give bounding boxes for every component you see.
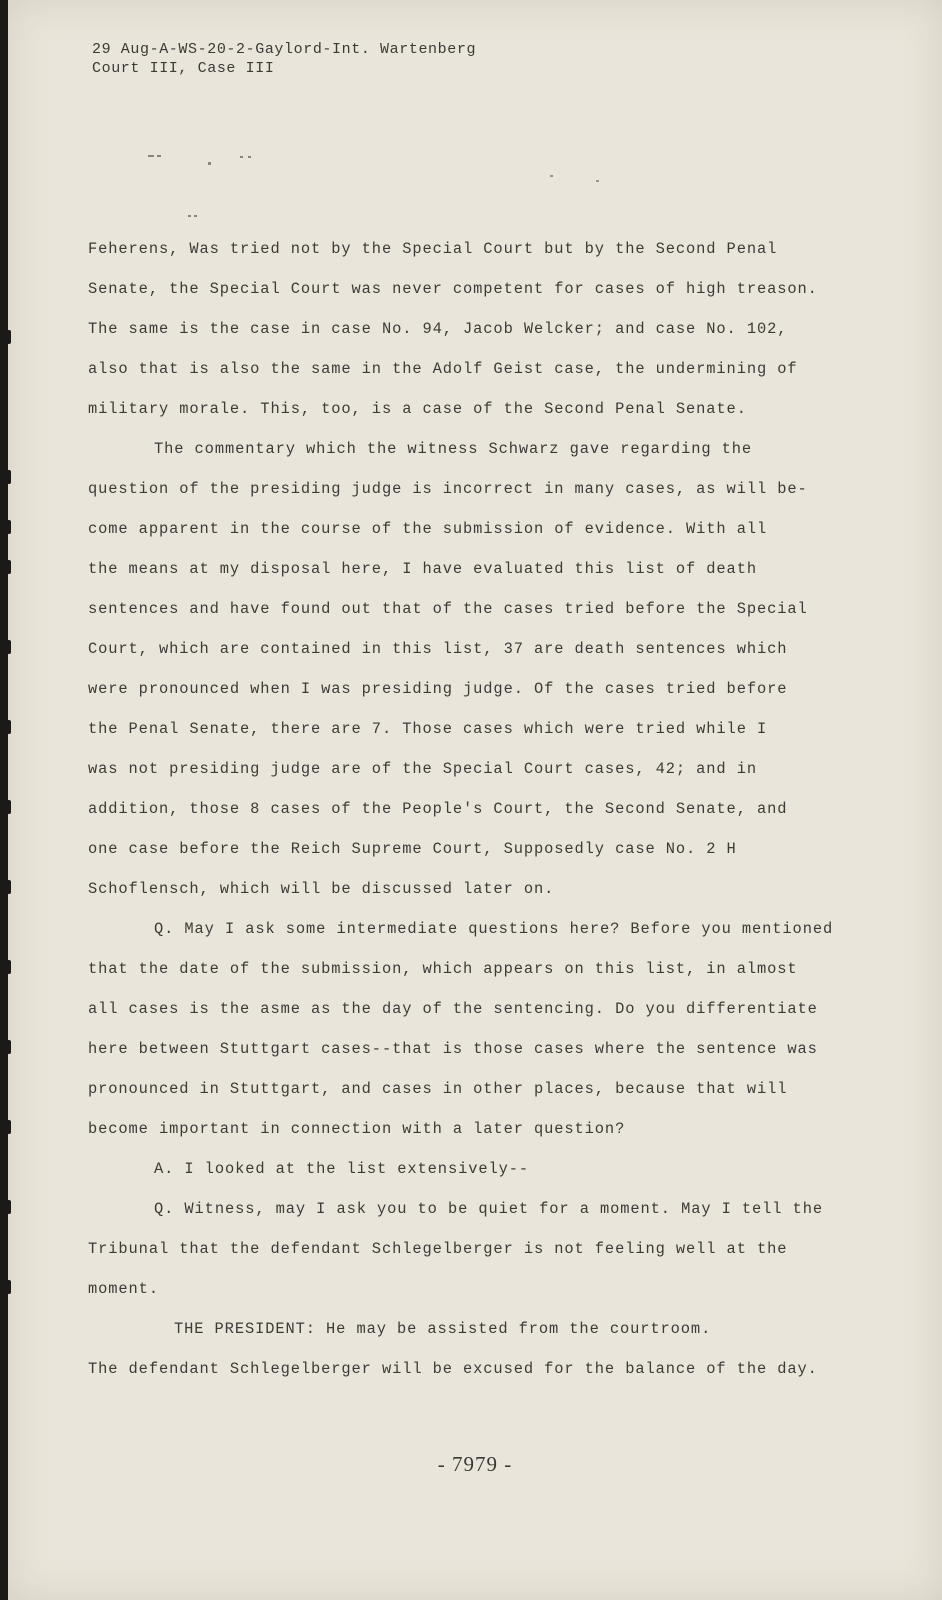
text-line: Feherens, Was tried not by the Special Court but by the Second Penal bbox=[88, 240, 778, 258]
binding-hole bbox=[8, 330, 11, 344]
binding-hole bbox=[8, 720, 11, 734]
binding-hole bbox=[8, 960, 11, 974]
text-line: Q. Witness, may I ask you to be quiet for a moment. May I tell the bbox=[154, 1200, 823, 1218]
text-line: Tribunal that the defendant Schlegelberger is not feeling well at the bbox=[88, 1240, 788, 1258]
document-header bbox=[92, 40, 476, 78]
text-line: A. I looked at the list extensively-- bbox=[154, 1160, 530, 1178]
header-line-1: 29 Aug-A-WS-20-2-Gaylord-Int. Wartenberg bbox=[92, 41, 477, 58]
text-line: addition, those 8 cases of the People's Court, the Second Senate, and bbox=[88, 800, 788, 818]
binding-hole bbox=[8, 1280, 11, 1294]
binding-hole bbox=[8, 1120, 11, 1134]
text-line: was not presiding judge are of the Special Court cases, 42; and in bbox=[88, 760, 757, 778]
text-line: here between Stuttgart cases--that is those cases where the sentence was bbox=[88, 1040, 818, 1058]
text-line: were pronounced when I was presiding judge. Of the cases tried before bbox=[88, 680, 788, 698]
text-line: moment. bbox=[88, 1280, 159, 1298]
text-line: Q. May I ask some intermediate questions here? Before you mentioned bbox=[154, 920, 834, 938]
text-line: sentences and have found out that of the cases tried before the Special bbox=[88, 600, 808, 618]
text-line: pronounced in Stuttgart, and cases in other places, because that will bbox=[88, 1080, 788, 1098]
text-line: the Penal Senate, there are 7. Those cases which were tried while I bbox=[88, 720, 768, 738]
text-line: question of the presiding judge is incorrect in many cases, as will be- bbox=[88, 480, 808, 498]
text-line: that the date of the submission, which appears on this list, in almost bbox=[88, 960, 798, 978]
binding-hole bbox=[8, 1200, 11, 1214]
binding-hole bbox=[8, 1040, 11, 1054]
text-line: become important in connection with a later question? bbox=[88, 1120, 626, 1138]
binding-hole bbox=[8, 800, 11, 814]
binding-hole bbox=[8, 640, 11, 654]
binding-hole bbox=[8, 560, 11, 574]
text-line: all cases is the asme as the day of the sentencing. Do you differentiate bbox=[88, 1000, 818, 1018]
binding-holes bbox=[8, 0, 14, 1600]
text-line: Schoflensch, which will be discussed later on. bbox=[88, 880, 555, 898]
text-line: Court, which are contained in this list, 37 are death sentences which bbox=[88, 640, 788, 658]
text-line: also that is also the same in the Adolf Geist case, the undermining of bbox=[88, 360, 798, 378]
binding-hole bbox=[8, 470, 11, 484]
text-line: the means at my disposal here, I have evaluated this list of death bbox=[88, 560, 757, 578]
body-text bbox=[88, 239, 868, 1399]
header-line-2: Court III, Case III bbox=[92, 60, 275, 77]
binding-hole bbox=[8, 520, 11, 534]
text-line: come apparent in the course of the submission of evidence. With all bbox=[88, 520, 768, 538]
binding-hole bbox=[8, 880, 11, 894]
document-page bbox=[8, 0, 942, 1600]
page-number: - 7979 - bbox=[437, 1452, 513, 1476]
text-line: The defendant Schlegelberger will be excused for the balance of the day. bbox=[88, 1360, 818, 1378]
text-line: The commentary which the witness Schwarz gave regarding the bbox=[154, 440, 753, 458]
text-line: military morale. This, too, is a case of the Second Penal Senate. bbox=[88, 400, 747, 418]
text-line: Senate, the Special Court was never competent for cases of high treason. bbox=[88, 280, 818, 298]
text-line: The same is the case in case No. 94, Jacob Welcker; and case No. 102, bbox=[88, 320, 788, 338]
text-line: one case before the Reich Supreme Court, Supposedly case No. 2 H bbox=[88, 840, 737, 858]
text-line: THE PRESIDENT: He may be assisted from the courtroom. bbox=[174, 1320, 712, 1338]
